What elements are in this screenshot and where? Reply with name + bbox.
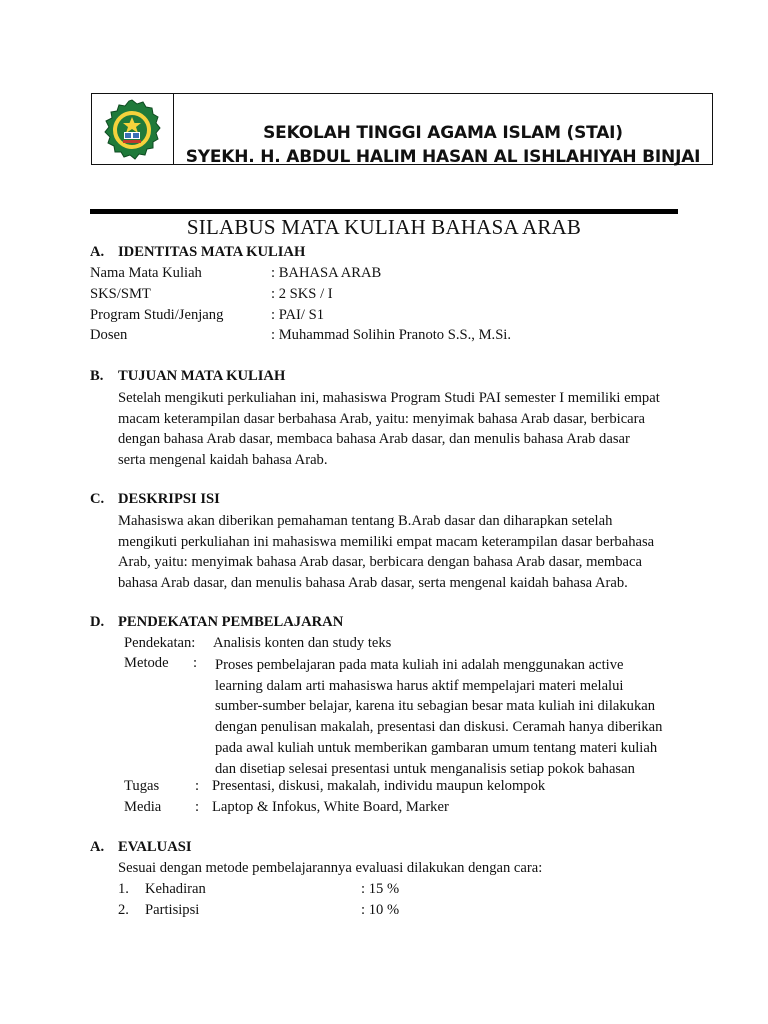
section-letter: B. (90, 368, 104, 384)
paragraph-line: pada awal kuliah untuk memberikan gambaran umum tentang materi kuliah (215, 739, 658, 756)
identitas-value-prodi: : PAI/ S1 (271, 307, 324, 323)
section-letter: D. (90, 614, 105, 630)
evaluasi-item-value: : 15 % (361, 881, 400, 897)
section-title: EVALUASI (118, 839, 192, 855)
institution-line-2: SYEKH. H. ABDUL HALIM HASAN AL ISHLAHIYAH BINJAI (185, 147, 701, 167)
evaluasi-item-value: : 10 % (361, 902, 400, 918)
tugas-label: Tugas (124, 778, 160, 794)
paragraph-line: sumber-sumber belajar, karena itu sebagian besar mata kuliah ini dilakukan (215, 698, 656, 715)
section-deskripsi-heading (90, 491, 220, 508)
document-title: SILABUS MATA KULIAH BAHASA ARAB (186, 215, 582, 239)
pendekatan-label: Pendekatan: (124, 635, 196, 651)
paragraph-line: macam keterampilan dasar berbahasa Arab, yaitu: menyimak bahasa Arab dasar, berbicara (118, 410, 645, 427)
evaluasi-item-label: Kehadiran (145, 881, 206, 897)
metode-paragraph (215, 655, 685, 779)
institution-name (174, 121, 712, 169)
paragraph-line: learning dalam arti mahasiswa harus aktif mempelajari materi melalui (215, 677, 624, 694)
identitas-label-prodi: Program Studi/Jenjang (90, 307, 224, 323)
paragraph-line: dengan penulisan makalah, presentasi dan diskusi. Ceramah hanya diberikan (215, 719, 663, 736)
paragraph-line: dan disetiap selesai presentasi untuk menganalisis setiap pokok bahasan (215, 760, 635, 777)
section-identitas-heading (90, 244, 305, 261)
logo-cell (92, 94, 174, 164)
identitas-value-nama: : BAHASA ARAB (271, 265, 382, 281)
media-label: Media (124, 799, 162, 815)
paragraph-line: Mahasiswa akan diberikan pemahaman tentang B.Arab dasar dan diharapkan setelah (118, 513, 613, 529)
section-letter: A. (90, 839, 105, 855)
paragraph-line: bahasa Arab dasar, dan menulis bahasa Arab dasar, serta mengenal kaidah bahasa Arab. (118, 575, 628, 592)
section-letter: A. (90, 244, 105, 260)
evaluasi-item-label: Partisipsi (145, 902, 200, 918)
header-divider (90, 209, 678, 214)
identitas-value-dosen: : Muhammad Solihin Pranoto S.S., M.Si. (271, 327, 512, 343)
tugas-colon: : (195, 778, 200, 794)
media-value: Laptop & Infokus, White Board, Marker (212, 799, 449, 815)
deskripsi-paragraph (118, 511, 678, 594)
evaluasi-item-number: 2. (118, 902, 129, 918)
paragraph-line: Arab, yaitu: menyimak bahasa Arab dasar, berbicara dengan bahasa Arab dasar, membaca (118, 554, 642, 571)
identitas-value-sks: : 2 SKS / I (271, 286, 333, 302)
section-title: IDENTITAS MATA KULIAH (118, 244, 306, 260)
pendekatan-value: Analisis konten dan study teks (213, 635, 392, 651)
section-pendekatan-heading (90, 614, 343, 631)
media-colon: : (195, 799, 200, 815)
paragraph-line: mengikuti perkuliahan ini mahasiswa memiliki empat macam keterampilan dasar berbahasa (118, 533, 655, 550)
institution-line-1: SEKOLAH TINGGI AGAMA ISLAM (STAI) (263, 123, 623, 143)
paragraph-line: Proses pembelajaran pada mata kuliah ini adalah menggunakan active (215, 657, 624, 673)
institution-header (91, 93, 713, 165)
section-title: PENDEKATAN PEMBELAJARAN (118, 614, 344, 630)
paragraph-line: serta mengenal kaidah bahasa Arab. (118, 452, 328, 469)
evaluasi-intro: Sesuai dengan metode pembelajarannya evaluasi dilakukan dengan cara: (118, 860, 543, 876)
identitas-label-dosen: Dosen (90, 327, 128, 343)
metode-colon: : (193, 655, 198, 671)
institution-logo (99, 98, 165, 162)
evaluasi-item-number: 1. (118, 881, 129, 897)
tugas-value: Presentasi, diskusi, makalah, individu maupun kelompok (212, 778, 546, 794)
section-letter: C. (90, 491, 105, 507)
section-evaluasi-heading (90, 839, 192, 856)
metode-label: Metode (124, 655, 169, 671)
paragraph-line: Setelah mengikuti perkuliahan ini, mahasiswa Program Studi PAI semester I memiliki empat (118, 390, 660, 406)
tujuan-paragraph (118, 388, 678, 471)
section-tujuan-heading (90, 368, 285, 385)
paragraph-line: dengan bahasa Arab dasar, membaca bahasa Arab dasar, dan menulis bahasa Arab dasar (118, 431, 630, 448)
section-title: TUJUAN MATA KULIAH (118, 368, 286, 384)
identitas-label-nama: Nama Mata Kuliah (90, 265, 202, 281)
identitas-label-sks: SKS/SMT (90, 286, 151, 302)
section-title: DESKRIPSI ISI (118, 491, 220, 507)
